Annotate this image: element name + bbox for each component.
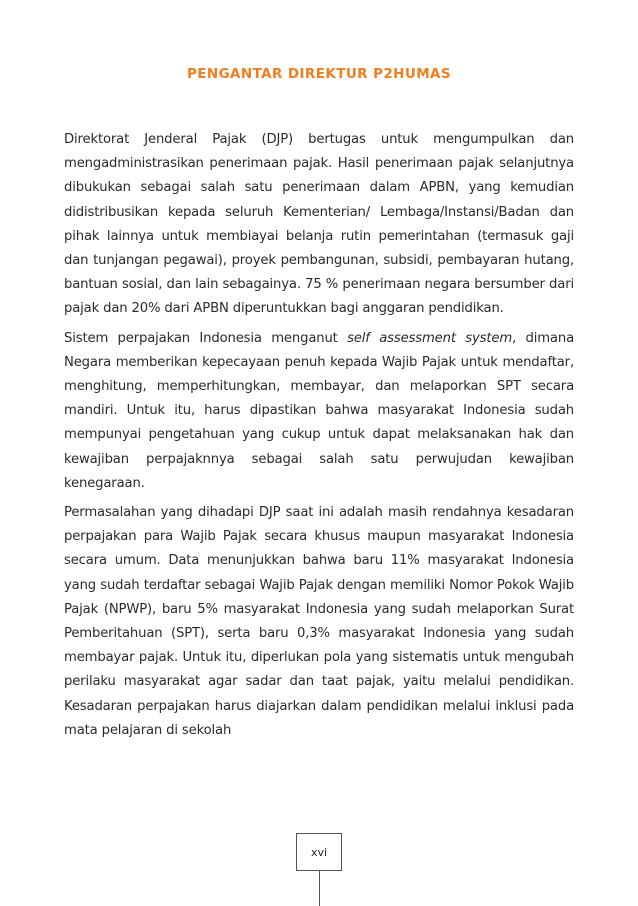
page-number-box xyxy=(296,833,342,871)
paragraph-3-text: Permasalahan yang dihadapi DJP saat ini adalah masih rendahnya kesadaran perpajakan para Wajib Pajak secara khusus maupun masyarakat Indonesia secara umum. Data menunjukkan bahwa baru 11% masyarakat Indonesia yang sudah terdaftar sebagai Wajib Pajak dengan memiliki Nomor Pokok Wajib Pajak (NPWP), baru 5% masyarakat Indonesia yang sudah melaporkan Surat Pemberitahuan (SPT), serta baru 0,3% masyarakat Indonesia yang sudah membayar pajak. Untuk itu, diperlukan pola yang sistematis untuk mengubah perilaku masyarakat agar sadar dan taat pajak, yaitu melalui pendidikan. Kesadaran perpajakan harus diajarkan dalam pendidikan melalui inklusi pada mata pelajaran di sekolah xyxy=(64,505,574,738)
paragraph-2 xyxy=(64,327,574,496)
paragraph-1-text: Direktorat Jenderal Pajak (DJP) bertugas untuk mengumpulkan dan mengadministrasikan penerimaan pajak. Hasil penerimaan pajak selanjutnya dibukukan sebagai salah satu penerimaan dalam APBN, yang kemudian didistribusikan kepada seluruh Kementerian/ Lembaga/Instansi/Badan dan pihak lainnya untuk membiayai belanja rutin pemerintahan (termasuk gaji dan tunjangan pegawai), proyek pembangunan, subsidi, pembayaran hutang, bantuan sosial, dan lain sebagainya. 75 % penerimaan negara bersumber dari pajak dan 20% dari APBN diperuntukkan bagi anggaran pendidikan. xyxy=(64,132,574,317)
paragraph-2-emphasis: self assessment system xyxy=(347,330,513,346)
page-title: PENGANTAR DIREKTUR P2HUMAS xyxy=(186,66,452,82)
paragraph-3 xyxy=(64,501,574,743)
paragraph-2-text-before: Sistem perpajakan Indonesia menganut xyxy=(64,330,348,346)
page-number: xvi xyxy=(310,845,328,859)
page-number-connector-line xyxy=(319,871,320,906)
paragraph-1 xyxy=(64,128,574,322)
body-text xyxy=(64,128,574,748)
paragraph-2-text-after: , dimana Negara memberikan kepecayaan penuh kepada Wajib Pajak untuk mendaftar, menghitung, memperhitungkan, membayar, dan melaporkan SPT secara mandiri. Untuk itu, harus dipastikan bahwa masyarakat Indonesia sudah mempunyai pengetahuan yang cukup untuk dapat melaksanakan hak dan kewajiban perpajaknnya sebagai salah satu perwujudan kewajiban kenegaraan. xyxy=(64,330,574,491)
